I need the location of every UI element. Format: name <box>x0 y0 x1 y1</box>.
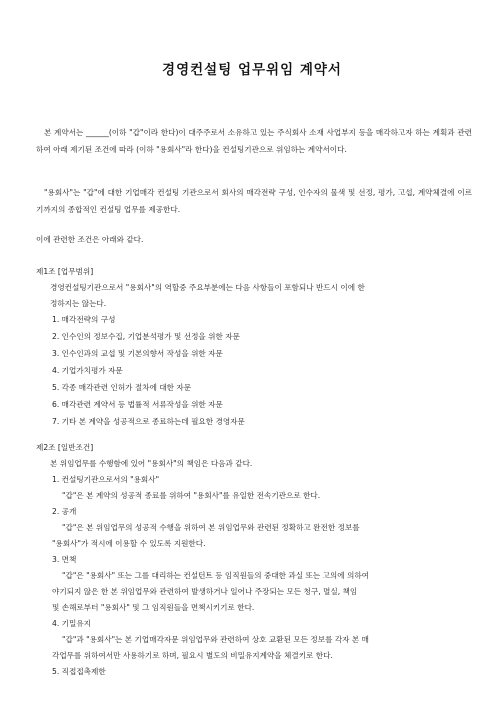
article1-desc-line1: 경영컨설팅기관으로서 "용회사"의 역할중 주요부분에는 다음 사항들이 포함되나 반드시 이에 한 <box>50 283 365 292</box>
section3-line: "갑"은 "용회사" 또는 그를 대리하는 컨설턴트 등 임직원들의 중대한 과실 또는 고의에 의하여 <box>62 571 370 580</box>
conditions-intro: 이에 관련한 조건은 아래와 같다. <box>36 235 144 244</box>
section4-title: 4. 기밀유지 <box>52 619 92 628</box>
article1-item: 4. 기업가치평가 자문 <box>52 366 123 375</box>
intro-paragraph: 본 계약서는 ______(이하 "갑"이라 한다)이 대주주로서 소유하고 있는 주식회사 소재 사업부지 등을 매각하고자 하는 계획과 관련하여 아래 제기된 조건에 따라 (이하 "용회사"라 한다)을 컨설팅기관으로 위임하는 계약서이다. <box>36 128 472 154</box>
section2-title: 2. 공개 <box>52 507 77 516</box>
article1-item: 2. 인수인의 정보수집, 기업분석평가 및 선정을 위한 자문 <box>52 332 240 341</box>
article1-heading: 제1조 [업무범위] <box>36 267 94 276</box>
section2-line: "갑"은 본 위임업무의 성공적 수행을 위하여 본 위임업무와 관련된 정확하고 완전한 정보를 <box>62 523 360 532</box>
article1-item: 5. 각종 매각관련 인허가 절차에 대한 자문 <box>52 383 192 392</box>
section4-line: 각업무를 위하여서만 사용하기로 하며, 필요시 별도의 비밀유지계약을 체결키로 한다. <box>52 651 333 660</box>
scope-paragraph: "용회사"는 "갑"에 대한 기업매각 컨설팅 기관으로서 회사의 매각전략 구성, 인수자의 물색 및 선정, 평가, 고섭, 계약체결에 이르기까지의 종합적인 컨설팅 업무를 제공한다. <box>36 188 472 214</box>
article1-item: 3. 인수인과의 교섭 및 기본의향서 작성을 위한 자문 <box>52 349 223 358</box>
section5-title: 5. 직접접촉제한 <box>52 667 106 676</box>
section3-line: 야기되지 않은 한 본 위임업무와 관련하여 발생하거나 일어나 주장되는 모든 청구, 멸실, 책임 <box>52 587 358 596</box>
article2-heading: 제2조 [일반조건] <box>36 443 94 452</box>
article2-lead: 본 위임업무를 수행함에 있어 "용회사"의 책임은 다음과 같다. <box>50 459 253 468</box>
article1-item: 6. 매각관련 계약서 등 법률적 서류작성을 위한 자문 <box>52 400 223 409</box>
article1-desc-line2: 정하지는 않는다. <box>50 299 107 308</box>
section1-line: "갑"은 본 계약의 성공적 종료를 위하여 "용회사"를 유일한 전속기관으로 한다. <box>62 491 321 500</box>
article1-item: 7. 기타 본 계약을 성공적으로 종료하는데 필요한 경영자문 <box>52 417 245 426</box>
section1-title: 1. 컨설팅기관으로서의 "용회사" <box>52 475 160 484</box>
section3-line: 및 손해로부터 "용회사" 및 그 임직원들을 면책시키기로 한다. <box>52 603 255 612</box>
article1-item: 1. 매각전략의 구성 <box>52 315 116 324</box>
section4-line: "갑"과 "용회사"는 본 기업매각자문 위임업무와 관련하여 상호 교환된 모든 정보를 각자 본 매 <box>62 635 370 644</box>
section3-title: 3. 면책 <box>52 555 77 564</box>
document-title: 경영컨설팅 업무위임 계약서 <box>162 62 342 78</box>
section2-line: "용회사"가 적시에 이용할 수 있도록 지원한다. <box>52 539 206 548</box>
